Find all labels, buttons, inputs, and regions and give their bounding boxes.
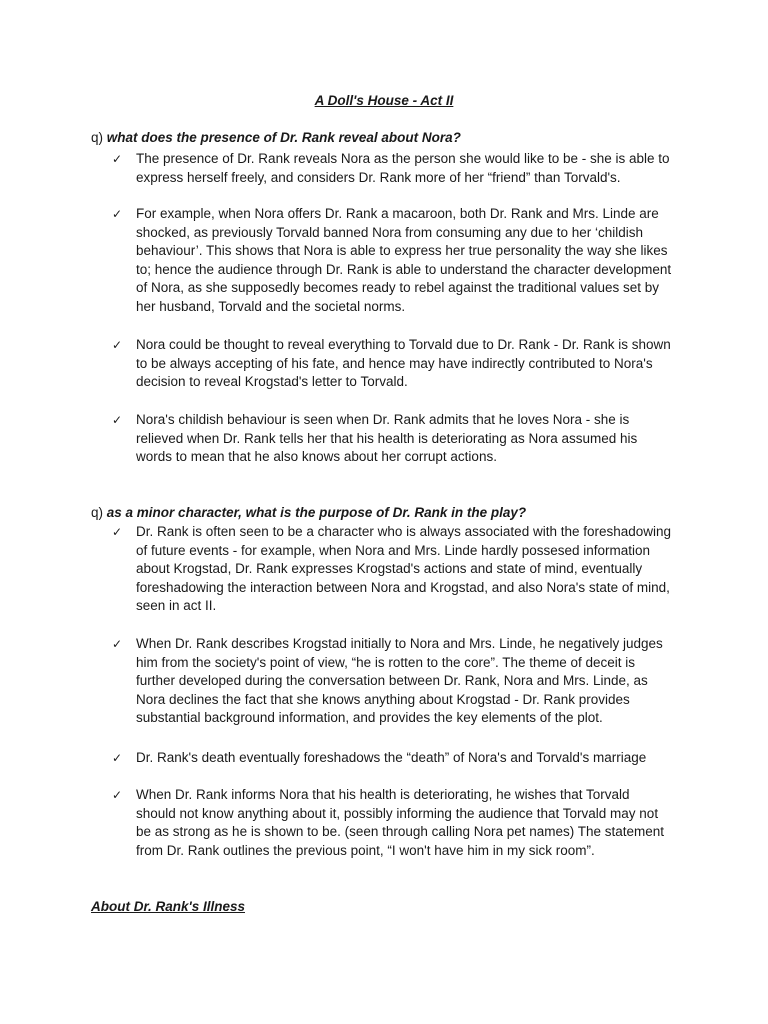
checkmark-icon: ✓ — [112, 637, 123, 651]
list-item — [112, 523, 672, 616]
checkmark-icon: ✓ — [112, 525, 123, 539]
bullet-text: The presence of Dr. Rank reveals Nora as the person she would like to be - she is able to express herself freely, and considers Dr. Rank more of her “friend” than Torvald's. — [136, 151, 670, 185]
list-item — [112, 786, 672, 860]
section-heading: About Dr. Rank's Illness — [91, 899, 245, 914]
question-1 — [91, 130, 461, 145]
list-item — [112, 150, 672, 187]
list-item — [112, 336, 672, 392]
list-item — [112, 205, 672, 317]
question-2 — [91, 505, 526, 520]
checkmark-icon: ✓ — [112, 413, 123, 427]
bullet-text: Nora could be thought to reveal everything to Torvald due to Dr. Rank - Dr. Rank is shown to be always accepting of his fate, and hence may have indirectly contributed to Nora's decision to reveal Krogstad's letter to Torvald. — [136, 337, 671, 390]
checkmark-icon: ✓ — [112, 788, 123, 802]
list-item — [112, 411, 672, 467]
bullet-text: Dr. Rank's death eventually foreshadows the “death” of Nora's and Torvald's marriage — [136, 750, 647, 765]
bullet-text: Dr. Rank is often seen to be a character who is always associated with the foreshadowing of future events - for example, when Nora and Mrs. Linde hardly possesed information about Krogstad, Dr. Rank expresses Krogstad's actions and state of mind, eventually foreshadowing the interaction between Nora and Krogstad, and also Nora's state of mind, seen in act II. — [136, 524, 672, 614]
document-title: A Doll's House - Act II — [314, 93, 454, 108]
question-text: as a minor character, what is the purpose of Dr. Rank in the play? — [106, 505, 527, 520]
bullet-text: When Dr. Rank describes Krogstad initially to Nora and Mrs. Linde, he negatively judges him from the society's point of view, “he is rotten to the core”. The theme of deceit is further developed during the conversation between Dr. Rank, Nora and Mrs. Linde, as Nora declines the fact that she knows anything about Krogstad - Dr. Rank provides substantial background information, and provides the key elements of the plot. — [136, 636, 663, 726]
list-item — [112, 749, 672, 768]
checkmark-icon: ✓ — [112, 751, 123, 765]
bullet-text: When Dr. Rank informs Nora that his health is deteriorating, he wishes that Torvald should not know anything about it, possibly informing the audience that Torvald may not be as strong as he is shown to be. (seen through calling Nora pet names) The statement from Dr. Rank outlines the previous point, “I won't have him in my sick room”. — [136, 787, 665, 858]
question-prefix: q) — [91, 130, 104, 145]
checkmark-icon: ✓ — [112, 338, 123, 352]
bullet-text: For example, when Nora offers Dr. Rank a macaroon, both Dr. Rank and Mrs. Linde are shocked, as previously Torvald banned Nora from consuming any due to her ‘childish behaviour’. This shows that Nora is able to express her true personality the way she likes to; hence the audience through Dr. Rank is able to understand the character development of Nora, as she supposedly becomes ready to rebel against the traditional values set by her husband, Torvald and the societal norms. — [136, 206, 672, 314]
checkmark-icon: ✓ — [112, 152, 123, 166]
bullet-text: Nora's childish behaviour is seen when Dr. Rank admits that he loves Nora - she is relieved when Dr. Rank tells her that his health is deteriorating as Nora assumed his words to mean that he also knows about her corrupt actions. — [136, 412, 638, 465]
list-item — [112, 635, 672, 728]
question-prefix: q) — [91, 505, 104, 520]
checkmark-icon: ✓ — [112, 207, 123, 221]
question-text: what does the presence of Dr. Rank reveal about Nora? — [106, 130, 461, 145]
